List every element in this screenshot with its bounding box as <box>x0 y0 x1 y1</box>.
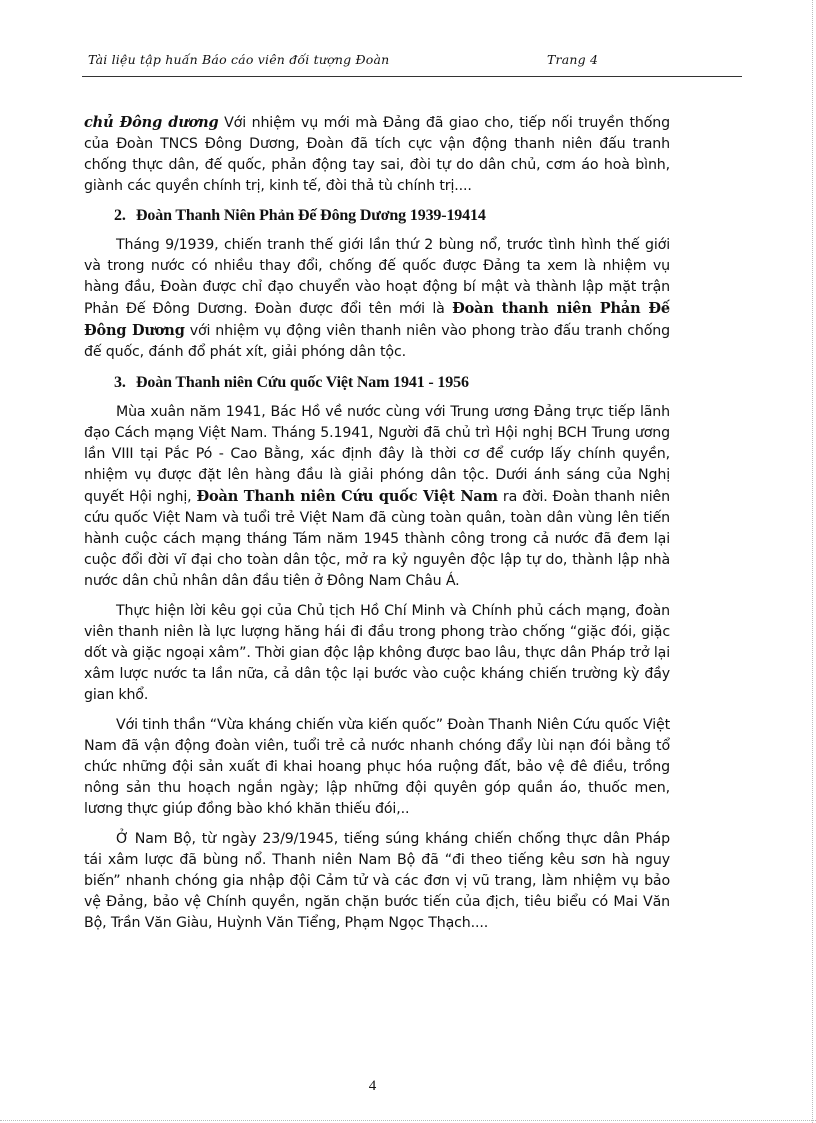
section-3-paragraph-1 <box>84 402 670 592</box>
section-3-paragraph-4: Ở Nam Bộ, từ ngày 23/9/1945, tiếng súng kháng chiến chống thực dân Pháp tái xâm lược đã bùng nổ. Thanh niên Nam Bộ đã “đi theo tiếng kêu sơn hà nguy biến” nhanh chóng gia nhập đội Cảm tử và các đơn vị vũ trang, làm nhiệm vụ bảo vệ Đảng, bảo vệ Chính quyền, ngăn chặn bước tiến của địch, tiêu biểu có Mai Văn Bộ, Trần Văn Giàu, Huỳnh Văn Tiểng, Phạm Ngọc Thạch.... <box>84 831 670 931</box>
page-bottom-divider <box>0 1120 816 1121</box>
page-side-divider <box>812 0 813 1123</box>
intro-text: Với nhiệm vụ mới mà Đảng đã giao cho, tiếp nối truyền thống của Đoàn TNCS Đông Dương, Đoàn đã tích cực vận động thanh niên đấu tranh chống thực dân, đế quốc, phản động tay sai, đòi tự do dân chủ, cơm áo hoà bình, giành các quyền chính trị, kinh tế, đòi thả tù chính trị.... <box>84 115 670 194</box>
section-2-text-after: với nhiệm vụ động viên thanh niên vào phong trào đấu tranh chống đế quốc, đánh đổ phát xít, giải phóng dân tộc. <box>84 323 670 360</box>
section-2-heading <box>84 205 670 227</box>
document-body <box>84 112 670 934</box>
intro-emphasis: chủ Đông dương <box>84 114 219 131</box>
intro-paragraph <box>84 112 670 197</box>
page-header <box>82 50 742 77</box>
header-document-title: Tài liệu tập huấn Báo cáo viên đối tượng Đoàn <box>88 52 390 67</box>
section-3-paragraph-3: Với tinh thần “Vừa kháng chiến vừa kiến quốc” Đoàn Thanh Niên Cứu quốc Việt Nam đã vận động đoàn viên, tuổi trẻ cả nước nhanh chóng đẩy lùi nạn đói bằng tổ chức những đội sản xuất đi khai hoang phục hóa ruộng đất, bảo vệ đê điều, trồng nông sản thu hoạch ngắn ngày; lập những đội quyên góp quần áo, thuốc men, lương thực giúp đồng bào khó khăn thiếu đói,.. <box>84 717 670 817</box>
section-3-heading <box>84 372 670 394</box>
section-2-title: Đoàn Thanh Niên Phản Đế Đông Dương 1939-19414 <box>136 207 486 224</box>
section-3-p1-before: Mùa xuân năm 1941, Bác Hồ về nước cùng với Trung ương Đảng trực tiếp lãnh đạo Cách mạng Việt Nam. Tháng 5.1941, Người đã chủ trì Hội nghị BCH Trung ương lần VIII tại Pắc Pó - Cao Bằng, xác định đây là thời cơ để cướp lấy chính quyền, nhiệm vụ được đặt lên hàng đầu là giải phóng dân tộc. Dưới ánh sáng của Nghị quyết Hội nghị, <box>84 404 670 505</box>
section-3-number: 3. <box>114 374 126 391</box>
section-3-p1-emphasis: Đoàn Thanh niên Cứu quốc Việt Nam <box>196 488 498 505</box>
header-page-label: Trang 4 <box>547 52 599 67</box>
page-number: 4 <box>368 1078 377 1094</box>
section-3-title: Đoàn Thanh niên Cứu quốc Việt Nam 1941 - 1956 <box>136 374 469 391</box>
section-2-text-before: Tháng 9/1939, chiến tranh thế giới lần thứ 2 bùng nổ, trước tình hình thế giới và trong nước có nhiều thay đổi, chống đế quốc được Đảng ta xem là nhiệm vụ hàng đầu, Đoàn được chỉ đạo chuyển vào hoạt động bí mật và thành lập mặt trận Phản Đế Đông Dương. Đoàn được đổi tên mới là <box>84 237 670 317</box>
section-2-paragraph <box>84 235 670 363</box>
section-2-emphasis: Đoàn thanh niên Phản Đế Đông Dương <box>84 300 670 339</box>
section-2-number: 2. <box>114 207 126 224</box>
section-3-paragraph-2: Thực hiện lời kêu gọi của Chủ tịch Hồ Chí Minh và Chính phủ cách mạng, đoàn viên thanh niên là lực lượng hăng hái đi đầu trong phong trào chống “giặc đói, giặc dốt và giặc ngoại xâm”. Thời gian độc lập không được bao lâu, thực dân Pháp trở lại xâm lược nước ta lần nữa, cả dân tộc lại bước vào cuộc kháng chiến trường kỳ đầy gian khổ. <box>84 603 670 703</box>
section-3-p1-after: ra đời. Đoàn thanh niên cứu quốc Việt Nam và tuổi trẻ Việt Nam đã cùng toàn quân, toàn dân vùng lên tiến hành cuộc cách mạng tháng Tám năm 1945 thành công trong cả nước đã đem lại cuộc đổi đời vĩ đại cho toàn dân tộc, mở ra kỷ nguyên độc lập tự do, thành lập nhà nước dân chủ nhân dân đầu tiên ở Đông Nam Châu Á. <box>84 489 670 589</box>
